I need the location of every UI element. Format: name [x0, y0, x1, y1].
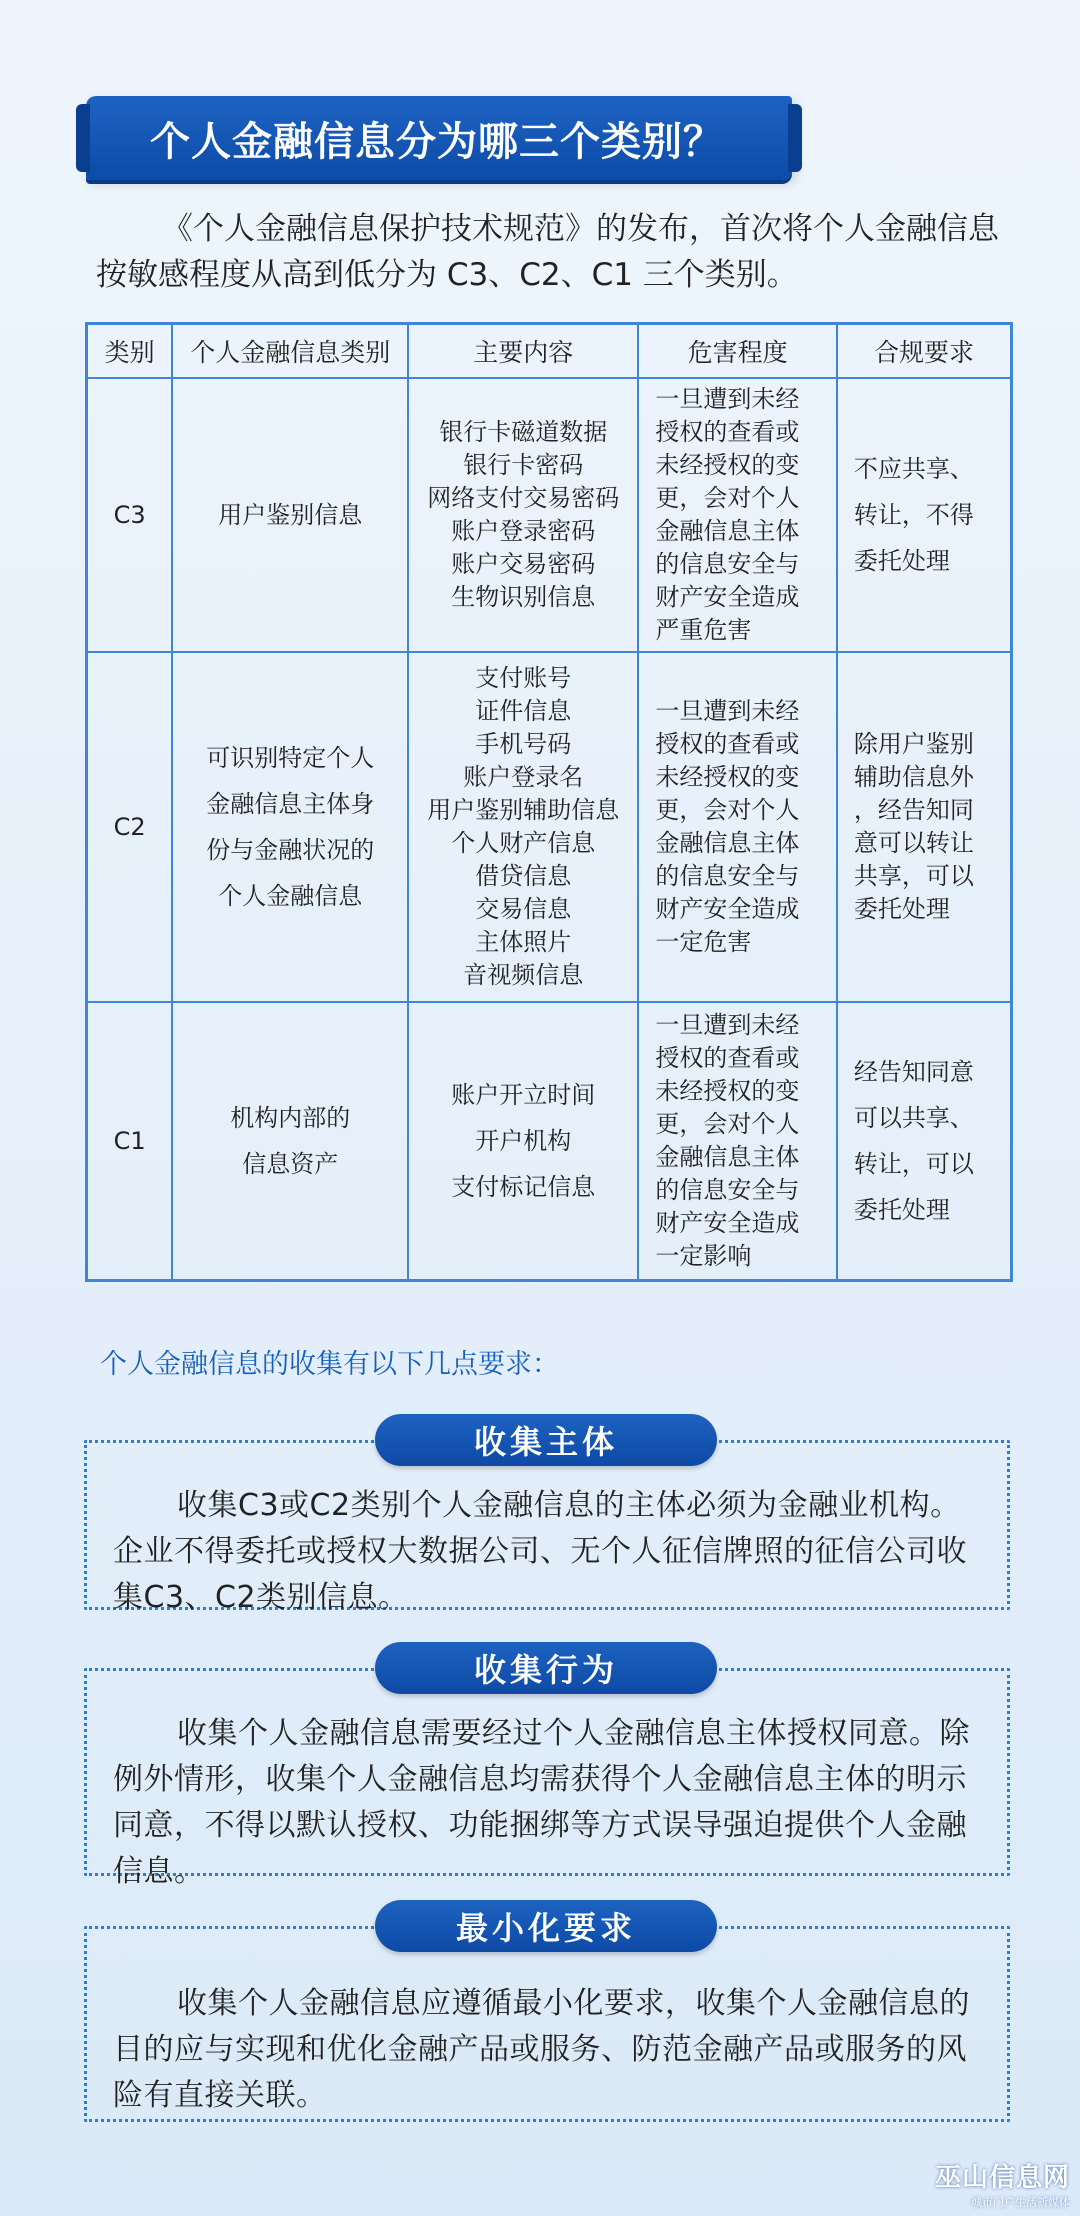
- type-line: 用户鉴别信息: [218, 500, 363, 529]
- harm-line: 财产安全造成: [655, 895, 800, 923]
- section-label: 收集行为: [473, 1651, 618, 1689]
- cell-content: [408, 1002, 638, 1280]
- section-pill-behavior: [375, 1642, 717, 1694]
- table-row-c1: [87, 1002, 1012, 1280]
- section-label: 最小化要求: [455, 1909, 636, 1947]
- cell-content: [408, 378, 638, 652]
- type-line: 信息资产: [242, 1149, 339, 1178]
- content-line: 账户登录名: [463, 763, 584, 791]
- watermark-subtitle: 城市门户生活新媒体: [971, 2196, 1070, 2209]
- cell-harm: [638, 1002, 837, 1280]
- harm-line: 财产安全造成: [655, 583, 800, 611]
- header-content: 主要内容: [408, 324, 638, 379]
- requirement-line: 意可以转让: [853, 829, 974, 857]
- harm-line: 更，会对个人: [655, 796, 800, 824]
- harm-line: 未经授权的变: [655, 763, 800, 791]
- page-title: 个人金融信息分为哪三个类别？: [150, 118, 724, 165]
- content-line: 证件信息: [475, 697, 572, 725]
- harm-line: 的信息安全与: [655, 1175, 800, 1204]
- type-line: 可识别特定个人: [206, 744, 375, 772]
- requirement-line: 辅助信息外: [853, 763, 974, 791]
- header-type: 个人金融信息类别: [172, 324, 408, 379]
- requirement-line: 可以共享、: [853, 1103, 974, 1132]
- cell-requirement: [837, 378, 1012, 652]
- harm-line: 一旦遭到未经: [655, 1010, 800, 1039]
- requirement-line: 委托处理: [853, 1195, 950, 1224]
- section-text: 收集C3或C2类别个人金融信息的主体必须为金融业机构。企业不得委托或授权大数据公司、无个人征信牌照的征信公司收集C3、C2类别信息。: [113, 1488, 967, 1615]
- content-line: 支付账号: [475, 664, 572, 692]
- content-line: 银行卡密码: [463, 451, 584, 479]
- content-line: 手机号码: [475, 730, 572, 758]
- content-line: 开户机构: [475, 1126, 572, 1155]
- content-line: 用户鉴别辅助信息: [427, 796, 620, 824]
- requirement-line: 不应共享、: [853, 455, 974, 483]
- harm-line: 授权的查看或: [655, 1043, 800, 1072]
- watermark: [935, 2157, 1070, 2210]
- section-box-behavior: [84, 1668, 1010, 1889]
- cell-category: C3: [87, 378, 173, 652]
- type-line: 个人金融信息: [218, 882, 363, 910]
- section-pill-subject: [375, 1414, 717, 1466]
- cell-type: [172, 1002, 408, 1280]
- collection-heading: 个人金融信息的收集有以下几点要求：: [100, 1349, 559, 1380]
- section-label: 收集主体: [473, 1423, 618, 1461]
- content-line: 账户开立时间: [451, 1080, 596, 1109]
- harm-line: 金融信息主体: [655, 1142, 800, 1171]
- requirement-line: 委托处理: [853, 895, 950, 923]
- cell-harm: [638, 378, 837, 652]
- cell-requirement: [837, 1002, 1012, 1280]
- harm-line: 的信息安全与: [655, 862, 800, 890]
- section-pill-minimization: [375, 1900, 717, 1952]
- cell-category: C2: [87, 652, 173, 1002]
- content-line: 个人财产信息: [451, 829, 596, 857]
- type-line: 金融信息主体身: [206, 790, 375, 818]
- harm-line: 金融信息主体: [655, 829, 800, 857]
- harm-line: 财产安全造成: [655, 1208, 800, 1237]
- cell-requirement: [837, 652, 1012, 1002]
- harm-line: 一旦遭到未经: [655, 697, 800, 725]
- content-line: 银行卡磁道数据: [439, 418, 608, 446]
- requirement-line: 除用户鉴别: [853, 730, 974, 758]
- cell-type: [172, 378, 408, 652]
- section-text: 收集个人金融信息应遵循最小化要求，收集个人金融信息的目的应与实现和优化金融产品或服务、防范金融产品或服务的风险有直接关联。: [113, 1986, 970, 2113]
- header-harm: 危害程度: [638, 324, 837, 379]
- header-category: 类别: [87, 324, 173, 379]
- type-line: 机构内部的: [230, 1103, 351, 1132]
- requirement-line: 委托处理: [853, 547, 950, 575]
- harm-line: 金融信息主体: [655, 517, 800, 545]
- content-line: 支付标记信息: [451, 1172, 596, 1201]
- harm-line: 未经授权的变: [655, 1076, 800, 1105]
- harm-line: 授权的查看或: [655, 418, 800, 446]
- content-line: 账户登录密码: [451, 517, 596, 545]
- harm-line: 严重危害: [655, 616, 752, 644]
- header-requirement: 合规要求: [837, 324, 1012, 379]
- content-line: 交易信息: [475, 895, 572, 923]
- harm-line: 更，会对个人: [655, 1109, 800, 1138]
- type-line: 份与金融状况的: [206, 836, 375, 864]
- content-line: 借贷信息: [475, 862, 572, 890]
- section-box-minimization: [84, 1926, 1010, 2122]
- cell-type: [172, 652, 408, 1002]
- harm-line: 一定影响: [655, 1241, 752, 1270]
- watermark-title: 巫山信息网: [934, 2163, 1070, 2193]
- intro-paragraph: 《个人金融信息保护技术规范》的发布，首次将个人金融信息按敏感程度从高到低分为 C3、C2、C1 三个类别。: [96, 211, 999, 293]
- table-header-row: [87, 324, 1012, 379]
- content-line: 生物识别信息: [451, 583, 596, 611]
- table-row-c3: [87, 378, 1012, 652]
- harm-line: 更，会对个人: [655, 484, 800, 512]
- section-text: 收集个人金融信息需要经过个人金融信息主体授权同意。除例外情形，收集个人金融信息均需获得个人金融信息主体的明示同意，不得以默认授权、功能捆绑等方式误导强迫提供个人金融信息。: [113, 1716, 970, 1889]
- requirement-line: 经告知同意: [853, 1057, 974, 1086]
- content-line: 网络支付交易密码: [427, 484, 620, 512]
- harm-line: 一旦遭到未经: [655, 385, 800, 413]
- requirement-line: 转让，可以: [853, 1149, 974, 1178]
- content-line: 音视频信息: [463, 961, 584, 989]
- cell-content: [408, 652, 638, 1002]
- requirement-line: ，经告知同: [853, 796, 974, 824]
- requirement-line: 共享，可以: [853, 862, 974, 890]
- harm-line: 的信息安全与: [655, 550, 800, 578]
- content-line: 主体照片: [475, 928, 572, 956]
- cell-harm: [638, 652, 837, 1002]
- table-row-c2: [87, 652, 1012, 1002]
- cell-category: C1: [87, 1002, 173, 1280]
- info-categories-table: [85, 322, 1013, 1282]
- harm-line: 未经授权的变: [655, 451, 800, 479]
- content-line: 账户交易密码: [451, 550, 596, 578]
- requirement-line: 转让，不得: [853, 501, 974, 529]
- title-banner: [86, 96, 792, 180]
- harm-line: 一定危害: [655, 928, 752, 956]
- harm-line: 授权的查看或: [655, 730, 800, 758]
